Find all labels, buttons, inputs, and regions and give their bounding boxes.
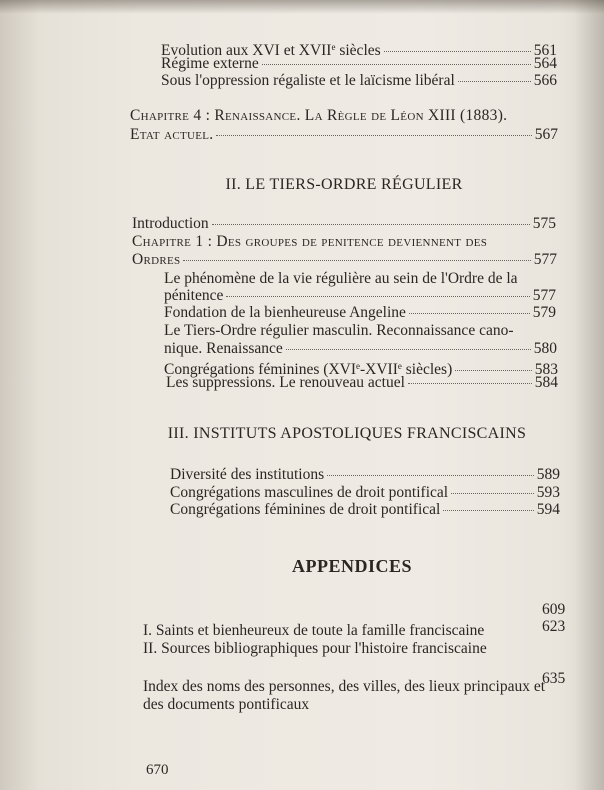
page-number: 575	[532, 215, 556, 232]
page-number: 564	[533, 55, 557, 72]
appendices-heading: APPENDICES	[291, 556, 412, 576]
toc-entry-line: Le Tiers-Ordre régulier masculin. Reconnaissance cano-	[164, 322, 514, 339]
toc-entry: Sous l'oppression régaliste et le laïcisme libéral 566	[161, 72, 557, 89]
page-number: 577	[533, 251, 557, 268]
toc-entry: Diversité des institutions 589	[170, 466, 560, 483]
page-number: 567	[534, 126, 558, 143]
toc-entry: Congrégations masculines de droit pontifical 593	[170, 484, 560, 501]
page-number: 584	[534, 374, 558, 391]
toc-entry: Introduction 575	[132, 215, 556, 232]
appendix-entry-label: I. Saints et bienheureux de toute la famille franciscaine	[143, 622, 485, 639]
page-number: 589	[536, 466, 560, 483]
page-number: 623	[542, 618, 566, 635]
toc-entry: Evolution aux XVI et XVIIe siècles 561	[161, 42, 557, 59]
chapter-title: Chapitre 4 : Renaissance. La Règle de Léon XIII (1883).	[130, 107, 508, 124]
index-entry-line: Index des noms des personnes, des villes, des lieux principaux et	[143, 678, 546, 695]
toc-entry: Régime externe 564	[161, 55, 557, 72]
toc-entry: pénitence 577	[164, 287, 556, 304]
section-heading: III. INSTITUTS APOSTOLIQUES FRANCISCAINS	[167, 425, 527, 442]
chapter-title: Chapitre 1 : Des groupes de penitence deviennent des	[132, 233, 488, 250]
page-number: 593	[536, 484, 560, 501]
page-top-shadow	[0, 0, 604, 14]
page-number: 580	[533, 340, 557, 357]
page-number: 635	[542, 670, 566, 687]
page-number: 594	[536, 501, 560, 518]
page-number: 579	[532, 304, 556, 321]
page-number: 577	[532, 287, 556, 304]
toc-entry: Les suppressions. Le renouveau actuel 584	[166, 374, 558, 391]
section-heading: II. LE TIERS-ORDRE RÉGULIER	[225, 176, 463, 193]
page-number: 609	[542, 601, 566, 618]
folio-page-number: 670	[146, 762, 169, 778]
toc-entry: Etat actuel. 567	[130, 126, 558, 143]
toc-entry: Congrégations féminines de droit pontifical 594	[170, 501, 560, 518]
toc-entry: Fondation de la bienheureuse Angeline 579	[164, 304, 556, 321]
page-number: 583	[534, 361, 558, 378]
page-number: 561	[533, 42, 557, 59]
toc-entry: nique. Renaissance 580	[164, 340, 557, 357]
toc-entry: Ordres 577	[132, 251, 557, 268]
toc-entry-line: Le phénomène de la vie régulière au sein de l'Ordre de la	[164, 270, 518, 287]
page-number: 566	[533, 72, 557, 89]
toc-entry: Congrégations féminines (XVIe-XVIIe siècles) 583	[164, 361, 558, 378]
index-entry-line: des documents pontificaux	[143, 696, 310, 713]
appendix-entry-label: II. Sources bibliographiques pour l'histoire franciscaine	[143, 640, 487, 657]
page-edge-shadow	[574, 0, 604, 790]
